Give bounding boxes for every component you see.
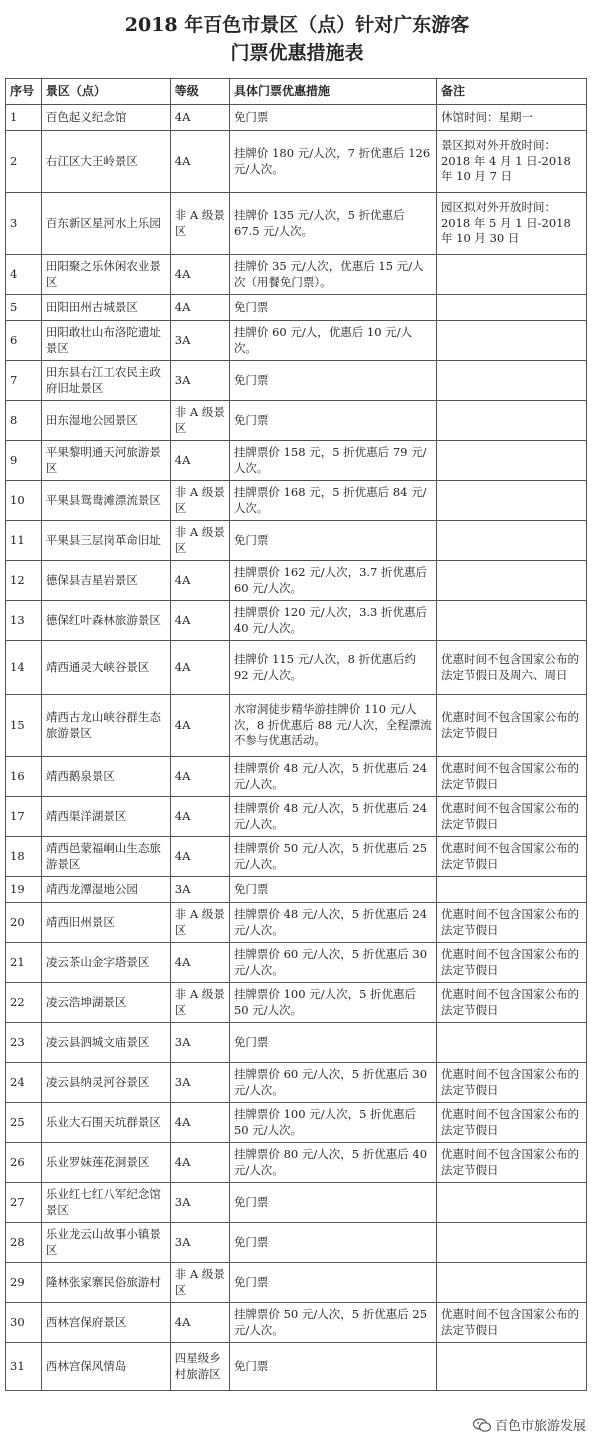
row-no: 16 [6, 757, 42, 797]
row-scenic-spot: 田东湿地公园景区 [41, 401, 170, 441]
row-scenic-spot: 右江区大王岭景区 [41, 131, 170, 193]
row-note: 优惠时间不包含国家公布的法定节假日 [436, 1143, 586, 1183]
table-row [6, 105, 587, 131]
row-no: 13 [6, 601, 42, 641]
table-row [6, 255, 587, 295]
row-note [436, 1023, 586, 1063]
row-grade: 4A [170, 131, 229, 193]
row-no: 8 [6, 401, 42, 441]
table-row [6, 695, 587, 757]
watermark [471, 1415, 588, 1434]
row-note: 优惠时间不包含国家公布的法定节假日 [436, 837, 586, 877]
row-no: 9 [6, 441, 42, 481]
header-no: 序号 [6, 79, 42, 105]
row-grade: 4A [170, 441, 229, 481]
table-row [6, 1343, 587, 1391]
row-scenic-spot: 西林宫保风情岛 [41, 1343, 170, 1391]
row-note [436, 321, 586, 361]
row-scenic-spot: 德保红叶森林旅游景区 [41, 601, 170, 641]
document-title-line1: 2018 年百色市景区（点）针对广东游客 [124, 14, 470, 36]
row-discount-measure: 挂牌票价 120 元/人次，3.3 折优惠后 40 元/人次。 [229, 601, 436, 641]
row-scenic-spot: 田阳聚之乐休闲农业景区 [41, 255, 170, 295]
table-row [6, 1063, 587, 1103]
row-grade: 非 A 级景区 [170, 983, 229, 1023]
row-grade: 4A [170, 641, 229, 695]
table-row [6, 983, 587, 1023]
row-note [436, 441, 586, 481]
table-header-row [6, 79, 587, 105]
row-discount-measure: 挂牌票价 50 元/人次，5 折优惠后 25 元/人次。 [229, 837, 436, 877]
row-no: 18 [6, 837, 42, 877]
row-no: 27 [6, 1183, 42, 1223]
table-row [6, 601, 587, 641]
row-scenic-spot: 隆林张家寨民俗旅游村 [41, 1263, 170, 1303]
row-discount-measure: 挂牌票价 158 元，5 折优惠后 79 元/人次。 [229, 441, 436, 481]
row-scenic-spot: 西林宫保府景区 [41, 1303, 170, 1343]
row-scenic-spot: 平果黎明通天河旅游景区 [41, 441, 170, 481]
row-discount-measure: 挂牌票价 60 元/人次，5 折优惠后 30 元/人次。 [229, 1063, 436, 1103]
row-grade: 4A [170, 1143, 229, 1183]
row-scenic-spot: 田阳田州古城景区 [41, 295, 170, 321]
row-grade: 非 A 级景区 [170, 521, 229, 561]
row-note [436, 877, 586, 903]
row-scenic-spot: 凌云浩坤湖景区 [41, 983, 170, 1023]
row-discount-measure: 挂牌票价 100 元/人次，5 折优惠后 50 元/人次。 [229, 1103, 436, 1143]
row-note [436, 561, 586, 601]
row-no: 4 [6, 255, 42, 295]
row-scenic-spot: 田东县右江工农民主政府旧址景区 [41, 361, 170, 401]
row-scenic-spot: 乐业大石围天坑群景区 [41, 1103, 170, 1143]
row-note: 优惠时间不包含国家公布的法定节假日 [436, 757, 586, 797]
row-discount-measure: 挂牌票价 168 元，5 折优惠后 84 元/人次。 [229, 481, 436, 521]
table-row [6, 837, 587, 877]
row-no: 11 [6, 521, 42, 561]
row-scenic-spot: 平果县鸳鸯滩漂流景区 [41, 481, 170, 521]
row-discount-measure: 挂牌票价 48 元/人次，5 折优惠后 24 元/人次。 [229, 903, 436, 943]
row-no: 5 [6, 295, 42, 321]
row-note [436, 1263, 586, 1303]
row-discount-measure: 免门票 [229, 361, 436, 401]
table-row [6, 1263, 587, 1303]
row-grade: 非 A 级景区 [170, 903, 229, 943]
row-no: 30 [6, 1303, 42, 1343]
row-discount-measure: 免门票 [229, 521, 436, 561]
row-discount-measure: 挂牌票价 60 元/人次，5 折优惠后 30 元/人次。 [229, 943, 436, 983]
row-grade: 3A [170, 361, 229, 401]
row-note: 优惠时间不包含国家公布的法定节假日 [436, 903, 586, 943]
table-row [6, 797, 587, 837]
table-row [6, 561, 587, 601]
table-row [6, 1143, 587, 1183]
row-grade: 3A [170, 1023, 229, 1063]
row-no: 28 [6, 1223, 42, 1263]
row-no: 24 [6, 1063, 42, 1103]
row-no: 26 [6, 1143, 42, 1183]
row-note [436, 1223, 586, 1263]
row-grade: 4A [170, 837, 229, 877]
row-no: 20 [6, 903, 42, 943]
row-note [436, 255, 586, 295]
row-grade: 4A [170, 797, 229, 837]
row-discount-measure: 免门票 [229, 1023, 436, 1063]
row-scenic-spot: 凌云县泗城文庙景区 [41, 1023, 170, 1063]
table-row [6, 943, 587, 983]
row-no: 6 [6, 321, 42, 361]
row-grade: 3A [170, 1183, 229, 1223]
row-grade: 4A [170, 757, 229, 797]
row-note: 优惠时间不包含国家公布的法定节假日 [436, 943, 586, 983]
row-discount-measure: 挂牌价 115 元/人次，8 折优惠后约 92 元/人次。 [229, 641, 436, 695]
row-discount-measure: 挂牌票价 80 元/人次，5 折优惠后 40 元/人次。 [229, 1143, 436, 1183]
watermark-text: 百色市旅游发展 [494, 1419, 586, 1434]
row-discount-measure: 挂牌价 135 元/人次，5 折优惠后 67.5 元/人次。 [229, 193, 436, 255]
row-note: 休馆时间：星期一 [436, 105, 586, 131]
row-grade: 4A [170, 295, 229, 321]
table-row [6, 193, 587, 255]
row-grade: 4A [170, 943, 229, 983]
row-no: 31 [6, 1343, 42, 1391]
row-grade: 4A [170, 105, 229, 131]
table-row [6, 361, 587, 401]
table-row [6, 1103, 587, 1143]
row-discount-measure: 免门票 [229, 1343, 436, 1391]
header-scenic-spot: 景区（点） [41, 79, 170, 105]
row-no: 23 [6, 1023, 42, 1063]
row-discount-measure: 挂牌价 35 元/人次，优惠后 15 元/人次（用餐免门票）。 [229, 255, 436, 295]
table-row [6, 401, 587, 441]
row-note [436, 1343, 586, 1391]
row-scenic-spot: 靖西通灵大峡谷景区 [41, 641, 170, 695]
row-discount-measure: 免门票 [229, 877, 436, 903]
row-no: 12 [6, 561, 42, 601]
table-row [6, 641, 587, 695]
row-no: 2 [6, 131, 42, 193]
row-scenic-spot: 靖西旧州景区 [41, 903, 170, 943]
row-grade: 4A [170, 255, 229, 295]
row-note: 优惠时间不包含国家公布的法定节假日及周六、周日 [436, 641, 586, 695]
row-note: 优惠时间不包含国家公布的法定节假日 [436, 1103, 586, 1143]
row-note: 优惠时间不包含国家公布的法定节假日 [436, 1063, 586, 1103]
table-row [6, 1303, 587, 1343]
row-scenic-spot: 靖西渠洋湖景区 [41, 797, 170, 837]
wechat-icon [473, 1418, 491, 1432]
row-no: 22 [6, 983, 42, 1023]
row-scenic-spot: 凌云县纳灵河谷景区 [41, 1063, 170, 1103]
row-grade: 非 A 级景区 [170, 401, 229, 441]
row-discount-measure: 挂牌票价 100 元/人次，5 折优惠后 50 元/人次。 [229, 983, 436, 1023]
row-scenic-spot: 田阳敢壮山布洛陀遗址景区 [41, 321, 170, 361]
table-row [6, 903, 587, 943]
row-discount-measure: 挂牌票价 48 元/人次，5 折优惠后 24 元/人次。 [229, 757, 436, 797]
row-scenic-spot: 德保县吉星岩景区 [41, 561, 170, 601]
row-grade: 非 A 级景区 [170, 193, 229, 255]
row-no: 14 [6, 641, 42, 695]
row-grade: 四星级乡村旅游区 [170, 1343, 229, 1391]
row-scenic-spot: 乐业罗妹莲花洞景区 [41, 1143, 170, 1183]
header-note: 备注 [436, 79, 586, 105]
row-note [436, 481, 586, 521]
row-scenic-spot: 百东新区星河水上乐园 [41, 193, 170, 255]
table-row [6, 441, 587, 481]
row-grade: 3A [170, 321, 229, 361]
row-discount-measure: 挂牌票价 162 元/人次，3.7 折优惠后 60 元/人次。 [229, 561, 436, 601]
row-no: 15 [6, 695, 42, 757]
table-row [6, 481, 587, 521]
row-scenic-spot: 靖西邑蒙福峒山生态旅游景区 [41, 837, 170, 877]
row-note [436, 401, 586, 441]
row-note: 景区拟对外开放时间：2018 年 4 月 1 日-2018 年 10 月 7 日 [436, 131, 586, 193]
row-note [436, 1183, 586, 1223]
row-scenic-spot: 凌云茶山金字塔景区 [41, 943, 170, 983]
row-no: 7 [6, 361, 42, 401]
row-scenic-spot: 靖西古龙山峡谷群生态旅游景区 [41, 695, 170, 757]
table-row [6, 521, 587, 561]
row-grade: 3A [170, 877, 229, 903]
row-note [436, 601, 586, 641]
row-discount-measure: 免门票 [229, 401, 436, 441]
row-grade: 4A [170, 601, 229, 641]
row-note: 优惠时间不包含国家公布的法定节假日 [436, 797, 586, 837]
row-grade: 3A [170, 1063, 229, 1103]
row-scenic-spot: 靖西鹅泉景区 [41, 757, 170, 797]
table-row [6, 295, 587, 321]
row-discount-measure: 挂牌价 180 元/人次，7 折优惠后 126 元/人次。 [229, 131, 436, 193]
table-row [6, 877, 587, 903]
row-note: 优惠时间不包含国家公布的法定节假日 [436, 1303, 586, 1343]
row-no: 21 [6, 943, 42, 983]
row-grade: 3A [170, 1223, 229, 1263]
table-row [6, 1183, 587, 1223]
row-no: 3 [6, 193, 42, 255]
table-row [6, 757, 587, 797]
row-no: 17 [6, 797, 42, 837]
header-grade: 等级 [170, 79, 229, 105]
row-no: 19 [6, 877, 42, 903]
row-scenic-spot: 乐业龙云山故事小镇景区 [41, 1223, 170, 1263]
row-scenic-spot: 乐业红七红八军纪念馆景区 [41, 1183, 170, 1223]
table-row [6, 321, 587, 361]
row-discount-measure: 免门票 [229, 295, 436, 321]
row-discount-measure: 免门票 [229, 1223, 436, 1263]
row-note [436, 361, 586, 401]
table-row [6, 1223, 587, 1263]
header-discount-measure: 具体门票优惠措施 [229, 79, 436, 105]
row-scenic-spot: 百色起义纪念馆 [41, 105, 170, 131]
row-discount-measure: 挂牌价 60 元/人，优惠后 10 元/人次。 [229, 321, 436, 361]
row-note: 优惠时间不包含国家公布的法定节假日 [436, 695, 586, 757]
table-row [6, 131, 587, 193]
row-no: 25 [6, 1103, 42, 1143]
row-grade: 4A [170, 1303, 229, 1343]
row-discount-measure: 免门票 [229, 105, 436, 131]
row-grade: 4A [170, 561, 229, 601]
row-discount-measure: 水帘洞徒步精华游挂牌价 110 元/人次，8 折优惠后 88 元/人次，全程漂流不参与优惠活动。 [229, 695, 436, 757]
row-scenic-spot: 平果县三层岗革命旧址 [41, 521, 170, 561]
row-grade: 4A [170, 1103, 229, 1143]
row-no: 29 [6, 1263, 42, 1303]
row-discount-measure: 挂牌票价 48 元/人次，5 折优惠后 24 元/人次。 [229, 797, 436, 837]
row-grade: 4A [170, 695, 229, 757]
row-grade: 非 A 级景区 [170, 481, 229, 521]
row-no: 1 [6, 105, 42, 131]
row-note [436, 295, 586, 321]
row-scenic-spot: 靖西龙潭湿地公园 [41, 877, 170, 903]
row-note [436, 521, 586, 561]
row-discount-measure: 挂牌票价 50 元/人次，5 折优惠后 25 元/人次。 [229, 1303, 436, 1343]
table-row [6, 1023, 587, 1063]
row-discount-measure: 免门票 [229, 1183, 436, 1223]
row-grade: 非 A 级景区 [170, 1263, 229, 1303]
row-no: 10 [6, 481, 42, 521]
row-discount-measure: 免门票 [229, 1263, 436, 1303]
table-body [6, 105, 587, 1391]
row-note: 优惠时间不包含国家公布的法定节假日 [436, 983, 586, 1023]
ticket-discount-table [5, 78, 587, 1391]
document-title-line2: 门票优惠措施表 [230, 42, 364, 64]
row-note: 园区拟对外开放时间：2018 年 5 月 1 日-2018 年 10 月 30 日 [436, 193, 586, 255]
